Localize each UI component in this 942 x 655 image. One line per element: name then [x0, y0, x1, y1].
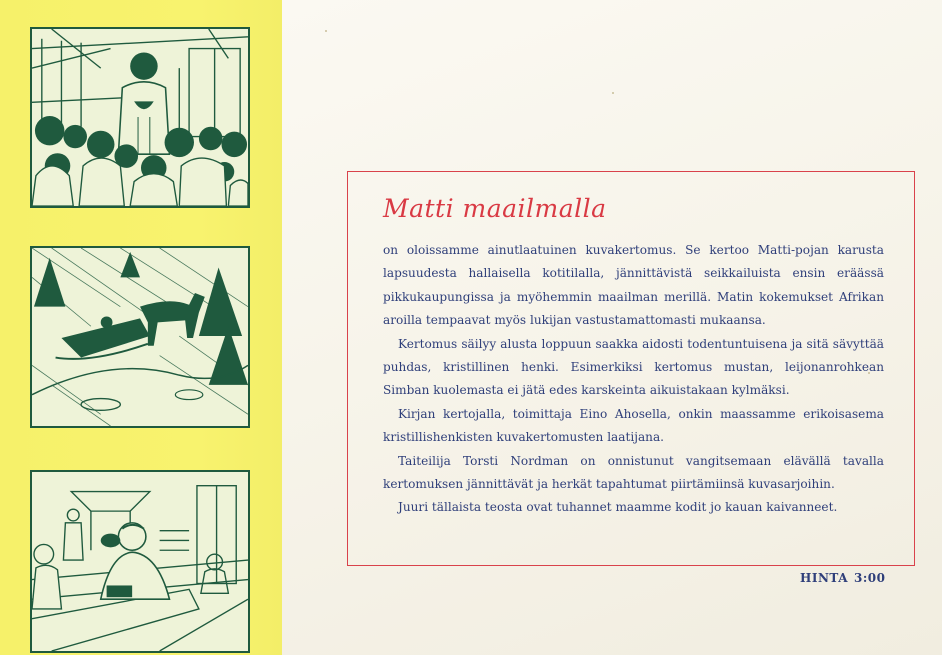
preaching-scene-illustration — [30, 27, 250, 208]
description-paragraph: Taiteilija Torsti Nordman on onnistunut vangitsemaan elävällä tavalla kertomuksen jännittävät ja herkät tapahtumat piirtämiinsä kuvasarjoihin. — [383, 453, 884, 492]
horse-sleigh-snowstorm-illustration — [30, 246, 250, 428]
description-frame — [347, 171, 915, 566]
paper-speck — [612, 92, 614, 94]
book-title: Matti maailmalla — [383, 194, 607, 223]
price-label: HINTA — [800, 571, 849, 585]
description-paragraph: on oloissamme ainutlaatuinen kuvakertomus. Se kertoo Matti-pojan karusta lapsuudesta hallaisella kotitilalla, jännittävistä seikkailuista ensin eräässä pikkukaupungissa ja myöhemmin maailman merillä. Matin kokemukset Afrikan aroilla tempaavat myös lukijan vastustamattomasti mukaansa. — [383, 243, 884, 328]
illustration-strip — [0, 0, 282, 655]
description-paragraph: Juuri tällaista teosta ovat tuhannet maamme kodit jo kauan kaivanneet. — [398, 500, 838, 515]
paper-speck — [325, 30, 327, 32]
price-tag — [800, 571, 886, 585]
price-value: 3:00 — [854, 571, 886, 585]
description-paragraph: Kertomus säilyy alusta loppuun saakka aidosti todentuntuisena ja sitä sävyttää puhdas, kristillinen henki. Esimerkiksi kertomus mustan, leijonanrohkean Simban kuolemasta ei jätä edes karskeinta aikuistakaan kylmäksi. — [383, 336, 884, 398]
book-description — [383, 239, 884, 520]
description-paragraph: Kirjan kertojalla, toimittaja Eino Ahosella, onkin maassamme erikoisasema kristillishenkisten kuvakertomusten laatijana. — [383, 406, 884, 445]
family-reading-interior-illustration — [30, 470, 250, 653]
